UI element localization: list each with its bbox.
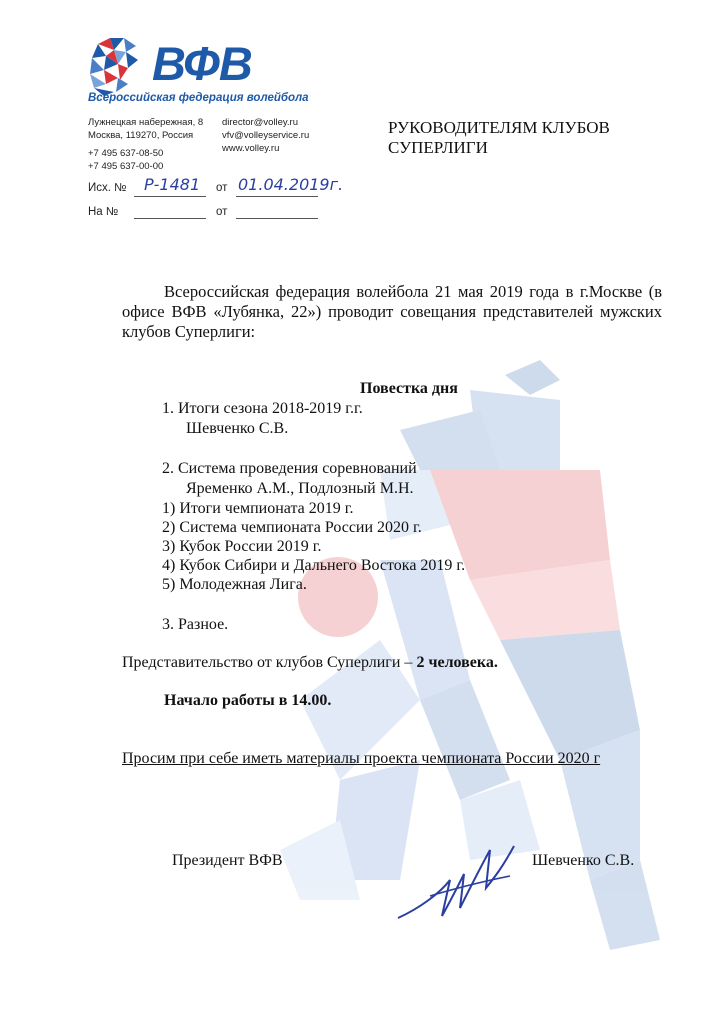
agenda-subitem: 1) Итоги чемпионата 2019 г.	[162, 500, 354, 517]
start-time: Начало работы в 14.00.	[164, 692, 332, 709]
agenda-speaker: Яременко А.М., Подлозный М.Н.	[186, 480, 414, 497]
address-line: Лужнецкая набережная, 8	[88, 117, 204, 128]
email-service: vfv@volleyservice.ru	[222, 130, 310, 141]
handwritten-signature	[390, 838, 520, 926]
outgoing-number-line	[134, 196, 206, 197]
agenda-title: Повестка дня	[360, 380, 458, 397]
organization-name: Всероссийская федерация волейбола	[88, 92, 309, 104]
reply-number-line	[134, 218, 206, 219]
phone: +7 495 637-08-50	[88, 148, 164, 159]
phone-numbers	[88, 147, 163, 173]
materials-request: Просим при себе иметь материалы проекта чемпионата России 2020 г	[122, 750, 601, 767]
outgoing-date-handwritten: 01.04.2019г.	[238, 175, 344, 194]
agenda-item: 2. Система проведения соревнований	[162, 460, 417, 477]
postal-address	[88, 116, 203, 142]
addressee	[388, 118, 610, 158]
agenda-speaker: Шевченко С.В.	[186, 420, 289, 437]
addressee-line: РУКОВОДИТЕЛЯМ КЛУБОВ	[388, 118, 610, 137]
outgoing-number-handwritten: Р-1481	[144, 175, 201, 194]
agenda-subitem: 4) Кубок Сибири и Дальнего Востока 2019 г.	[162, 557, 466, 574]
reply-number-label: На №	[88, 206, 119, 218]
website: www.volley.ru	[222, 143, 280, 154]
addressee-line: СУПЕРЛИГИ	[388, 138, 488, 157]
phone: +7 495 637-00-00	[88, 161, 164, 172]
agenda-item: 1. Итоги сезона 2018-2019 г.г.	[162, 400, 363, 417]
representation-count: 2 человека.	[416, 654, 498, 671]
agenda-item: 3. Разное.	[162, 616, 229, 633]
email-director: director@volley.ru	[222, 117, 298, 128]
agenda-subitem: 3) Кубок России 2019 г.	[162, 538, 322, 555]
outgoing-date-line	[236, 196, 318, 197]
address-line: Москва, 119270, Россия	[88, 130, 194, 141]
agenda-subitem: 2) Система чемпионата России 2020 г.	[162, 519, 422, 536]
intro-paragraph: Всероссийская федерация волейбола 21 мая 2019 года в г.Москве (в офисе ВФВ «Лубянка, 22») проводит совещания представителей мужских клубов Суперлиги:	[122, 282, 662, 341]
signatory-position: Президент ВФВ	[172, 852, 283, 869]
outgoing-number-label: Исх. №	[88, 182, 127, 194]
representation-note	[122, 654, 498, 672]
agenda-subitem: 5) Молодежная Лига.	[162, 576, 307, 593]
outgoing-date-label: от	[216, 182, 228, 194]
logo-wordmark: ВФВ	[152, 37, 252, 90]
representation-text: Представительство от клубов Суперлиги –	[122, 654, 417, 671]
contact-web	[222, 116, 309, 155]
reply-date-label: от	[216, 206, 228, 218]
signatory-name: Шевченко С.В.	[532, 852, 635, 869]
reply-date-line	[236, 218, 318, 219]
